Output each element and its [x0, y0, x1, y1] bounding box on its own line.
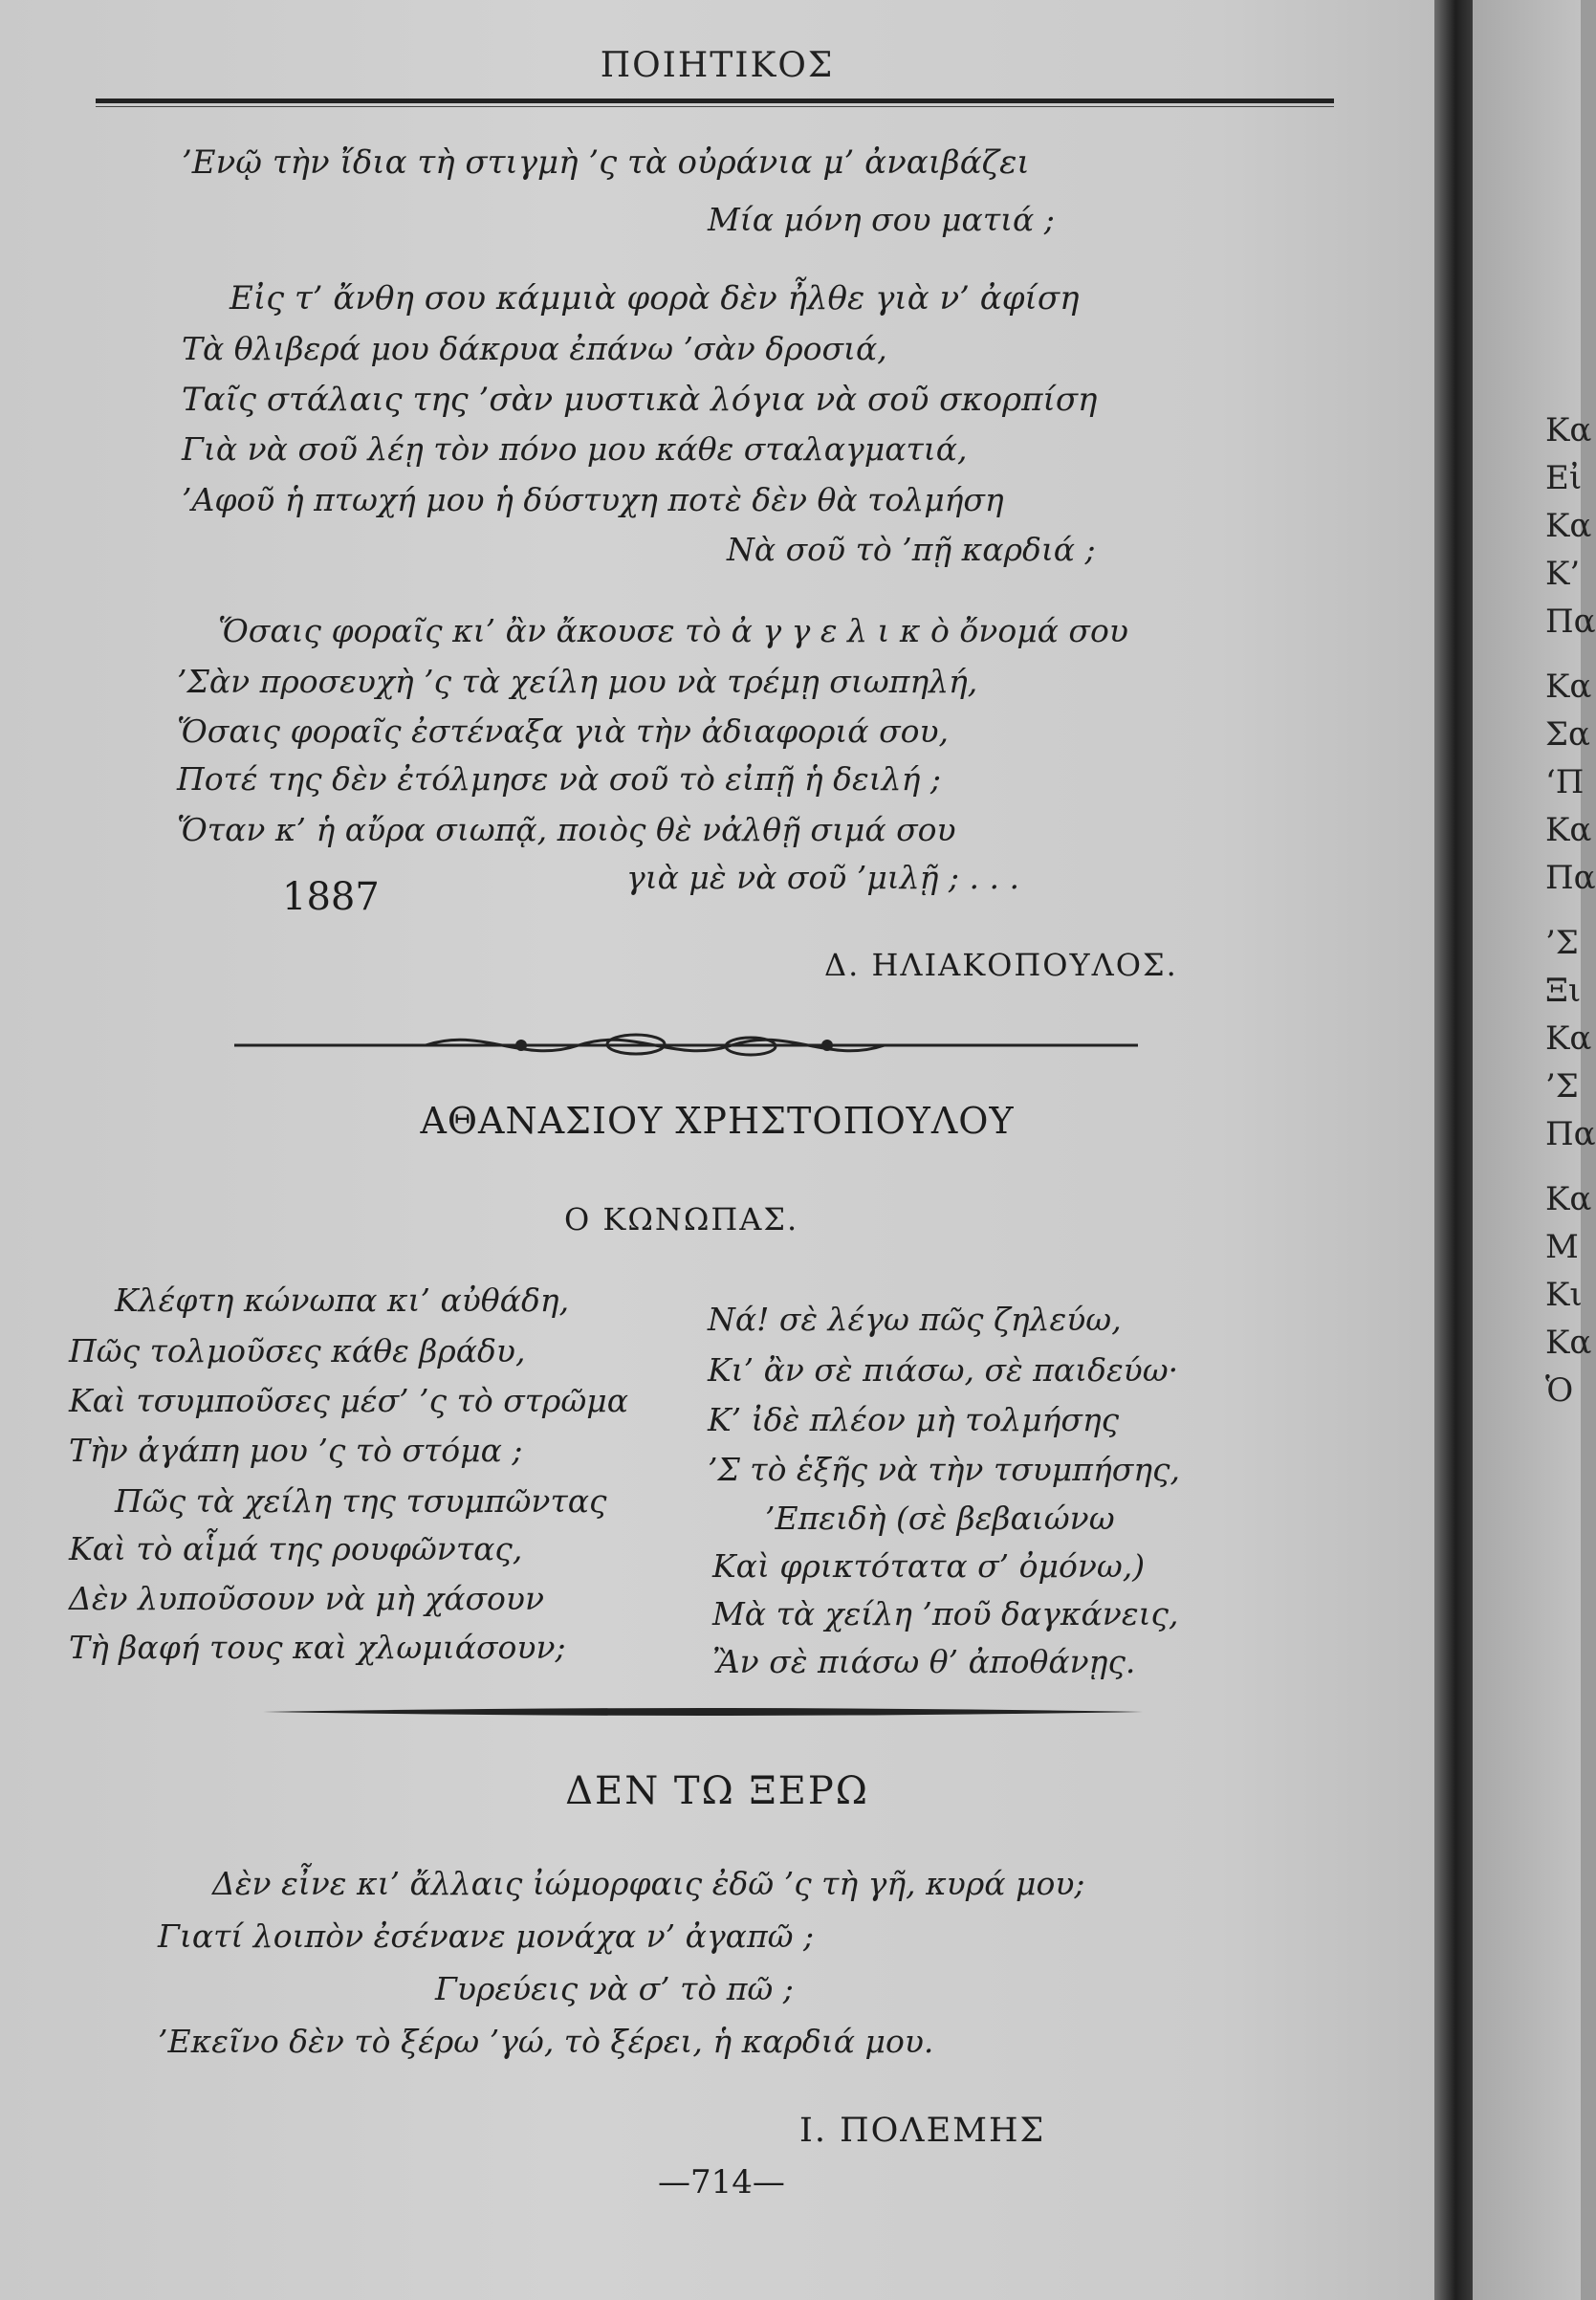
- poem-2-title: Ο ΚΩΝΩΠΑΣ.: [564, 1201, 799, 1238]
- facing-line-start: Πα: [1545, 1115, 1596, 1153]
- poem-line: Ὅταν κ’ ἡ αὔρα σιωπᾷ, ποιὸς θὲ νἀλθῇ σιμά σου: [177, 811, 956, 848]
- header-rule: [96, 99, 1334, 103]
- poem-line: Νὰ σοῦ τὸ ’πῇ καρδιά ;: [727, 531, 1096, 568]
- poem-line: ’Αφοῦ ἡ πτωχή μου ἡ δύστυχη ποτὲ δὲν θὰ τολμήση: [182, 481, 1004, 518]
- facing-line-start: ’Σ: [1545, 924, 1579, 962]
- poem-line: ’Εκεῖνο δὲν τὸ ξέρω ’γώ, τὸ ξέρει, ἡ καρδιά μου.: [158, 2023, 934, 2060]
- facing-line-start: ’Σ: [1545, 1067, 1579, 1106]
- poem-line: Πῶς τὰ χείλη της τσυμπῶντας: [115, 1482, 607, 1520]
- poem-line: ’Επειδὴ (σὲ βεβαιώνω: [765, 1500, 1115, 1537]
- poem-line: ’Σ τὸ ἑξῆς νὰ τὴν τσυμπήσης,: [708, 1451, 1180, 1488]
- poem-line: Κλέφτη κώνωπα κι’ αὐθάδη,: [115, 1281, 570, 1319]
- poem-line: Δὲν εἶνε κι’ ἄλλαις ἰώμορφαις ἐδῶ ’ς τὴ γῆ, κυρά μου;: [212, 1865, 1085, 1902]
- poem-line: Καὶ φρικτότατα σ’ ὀμόνω,): [712, 1547, 1146, 1585]
- poem-line: Δὲν λυποῦσουν νὰ μὴ χάσουν: [69, 1580, 545, 1617]
- poem-line: Γιὰ νὰ σοῦ λέῃ τὸν πόνο μου κάθε σταλαγματιά,: [182, 430, 968, 468]
- poem-signature: Δ. ΗΛΙΑΚΟΠΟΥΛΟΣ.: [824, 947, 1178, 983]
- poem-line: Ταῖς στάλαις της ’σὰν μυστικὰ λόγια νὰ σοῦ σκορπίση: [182, 381, 1098, 419]
- poem-line: Μὰ τὰ χείλη ’ποῦ δαγκάνεις,: [712, 1595, 1179, 1632]
- poem-line: Τὴ βαφή τους καὶ χλωμιάσουν;: [69, 1629, 566, 1666]
- poem-line: Νά! σὲ λέγω πῶς ζηλεύω,: [708, 1301, 1122, 1338]
- facing-line-start: Κα: [1545, 507, 1592, 545]
- poem-line: Καὶ τὸ αἷμά της ρουφῶντας,: [69, 1530, 523, 1567]
- poem-year: 1887: [282, 875, 380, 919]
- poem-line: γιὰ μὲ νὰ σοῦ ’μιλῇ ; . . .: [626, 859, 1019, 896]
- poem-line: ’Σὰν προσευχὴ ’ς τὰ χείλη μου νὰ τρέμῃ σιωπηλή,: [177, 663, 978, 700]
- poem-line: ’Ενῷ τὴν ἴδια τὴ στιγμὴ ’ς τὰ οὐράνια μ’ ἀναιβάζει: [182, 143, 1030, 182]
- page-number: —714—: [658, 2163, 785, 2201]
- facing-line-start: Εἰ: [1545, 459, 1583, 497]
- poem-line: Τὰ θλιβερά μου δάκρυα ἐπάνω ’σὰν δροσιά,: [182, 330, 887, 367]
- poem-line: Ἂν σὲ πιάσω θ’ ἀποθάνῃς.: [712, 1643, 1136, 1680]
- facing-line-start: Κα: [1545, 811, 1592, 849]
- running-header: ΠΟΙΗΤΙΚΟΣ: [600, 46, 835, 85]
- poem-line: Καὶ τσυμποῦσες μέσ’ ’ς τὸ στρῶμα: [69, 1382, 629, 1419]
- poem-line: Πῶς τολμοῦσες κάθε βράδυ,: [69, 1332, 526, 1369]
- poem-line: Ποτέ της δὲν ἐτόλμησε νὰ σοῦ τὸ εἰπῇ ἡ δειλή ;: [177, 760, 941, 798]
- facing-line-start: Πα: [1545, 602, 1596, 641]
- facing-line-start: ‘Π: [1545, 763, 1585, 801]
- poem-3-title: ΔΕΝ ΤΩ ΞΕΡΩ: [565, 1769, 869, 1813]
- poem-line: Ὅσαις φοραῖς ἐστέναξα γιὰ τὴν ἀδιαφοριά σου,: [177, 712, 950, 750]
- facing-line-start: Κα: [1545, 411, 1592, 449]
- facing-page-line-starts: [1545, 406, 1596, 1414]
- poem-2-author: ΑΘΑΝΑΣΙΟΥ ΧΡΗΣΤΟΠΟΥΛΟΥ: [420, 1100, 1015, 1142]
- poem-line: Εἰς τ’ ἄνθη σου κάμμιὰ φορὰ δὲν ἦλθε γιὰ ν’ ἀφίση: [230, 279, 1080, 318]
- facing-line-start: Ξι: [1545, 972, 1582, 1010]
- facing-line-start: Κα: [1545, 1324, 1592, 1362]
- poem-line: Ὅσαις φοραῖς κι’ ἂν ἄκουσε τὸ ἀ γ γ ε λ ι κ ὸ ὄνομά σου: [218, 612, 1128, 649]
- poem-line: Μία μόνη σου ματιά ;: [708, 201, 1055, 238]
- facing-line-start: Κα: [1545, 1180, 1592, 1218]
- facing-line-start: Ὁ: [1545, 1371, 1574, 1410]
- book-gutter: [1434, 0, 1473, 2300]
- facing-line-start: Πα: [1545, 859, 1596, 897]
- facing-line-start: Μ: [1545, 1228, 1579, 1266]
- poem-line: Κι’ ἂν σὲ πιάσω, σὲ παιδεύω·: [708, 1351, 1179, 1389]
- facing-line-start: Κα: [1545, 1019, 1592, 1058]
- poem-line: Τὴν ἀγάπη μου ’ς τὸ στόμα ;: [69, 1432, 523, 1469]
- poem-line: Γιατί λοιπὸν ἐσένανε μονάχα ν’ ἀγαπῶ ;: [158, 1917, 815, 1955]
- swelled-rule-divider: [263, 1702, 1143, 1721]
- ornamental-divider: [234, 1021, 1138, 1069]
- facing-line-start: Κι: [1545, 1276, 1583, 1314]
- facing-line-start: Κ’: [1545, 555, 1581, 593]
- facing-line-start: Κα: [1545, 668, 1592, 706]
- poem-line: Γυρεύεις νὰ σ’ τὸ πῶ ;: [435, 1970, 794, 2007]
- facing-line-start: Σα: [1545, 715, 1590, 754]
- poem-signature: Ι. ΠΟΛΕΜΗΣ: [799, 2112, 1046, 2150]
- poem-line: Κ’ ἰδὲ πλέον μὴ τολμήσης: [708, 1401, 1120, 1438]
